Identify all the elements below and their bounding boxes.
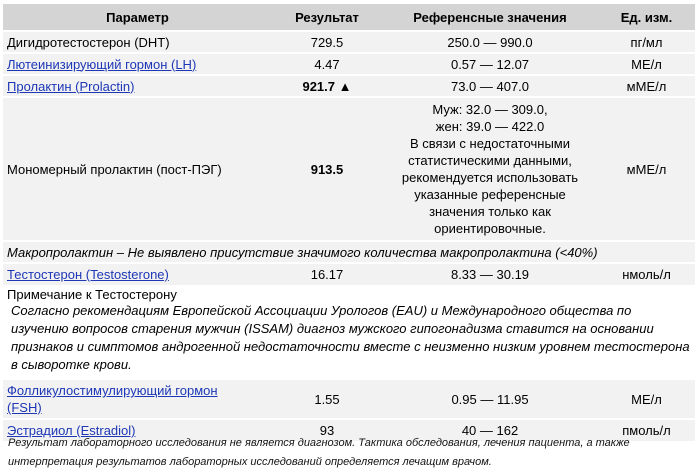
results-panel xyxy=(3,4,695,441)
header-unit: Ед. изм. xyxy=(598,4,695,31)
reference-range: 73.0 — 407.0 xyxy=(382,75,598,97)
note-text: Согласно рекомендациям Европейской Ассоциации Урологов (EAU) и Международного общества по изучению вопросов старения мужчин (ISSAM) диагноз мужского гипогонадизма ставится на основании признаков и симптомов андрогенной недостаточности вместе с неизменно низким уровнем тестостерона в сыворотке крови. xyxy=(11,303,690,372)
unit: МЕ/л xyxy=(598,379,695,419)
table-row xyxy=(3,263,695,285)
reference-line: указанные референсные xyxy=(414,187,566,202)
header-result: Результат xyxy=(272,4,382,31)
result-cell xyxy=(272,75,382,97)
result-value: 93 xyxy=(272,419,382,441)
unit: МЕ/л xyxy=(598,53,695,75)
unit: мМЕ/л xyxy=(598,97,695,241)
table-row xyxy=(3,97,695,241)
note-title: Примечание к Тестостерону xyxy=(7,287,177,302)
reference-range: 8.33 — 30.19 xyxy=(382,263,598,285)
param-link-testosterone[interactable]: Тестостерон (Testosterone) xyxy=(7,267,169,282)
param-link-lh[interactable]: Лютеинизирующий гормон (LH) xyxy=(7,56,197,72)
result-value: 729.5 xyxy=(272,31,382,53)
table-row xyxy=(3,53,695,75)
reference-line: В связи с недостаточными xyxy=(410,136,570,151)
param-link-fsh[interactable] xyxy=(7,383,218,415)
reference-range: 250.0 — 990.0 xyxy=(382,31,598,53)
reference-multiline xyxy=(382,97,598,241)
param-dht: Дигидротестостерон (DHT) xyxy=(3,31,272,53)
reference-line: статистическими данными, xyxy=(408,153,572,168)
result-value: 4.47 xyxy=(272,53,382,75)
table-row xyxy=(3,75,695,97)
reference-line: ориентировочные. xyxy=(434,221,546,236)
macroprolactin-note: Макропролактин – Не выявлено присутствие значимого количества макропролактина (<40%) xyxy=(3,241,695,263)
param-link-estradiol[interactable]: Эстрадиол (Estradiol) xyxy=(7,423,136,438)
reference-line: значения только как xyxy=(429,204,551,219)
reference-line: жен: 39.0 — 422.0 xyxy=(435,119,545,134)
param-fsh-line1: Фолликулостимулирующий гормон xyxy=(7,383,218,398)
testosterone-note xyxy=(3,285,695,379)
table-header-row xyxy=(3,4,695,31)
lab-results-table xyxy=(3,4,695,441)
param-fsh-line2: (FSH) xyxy=(7,400,42,415)
disclaimer-footer: Результат лабораторного исследования не является диагнозом. Тактика обследования, лечения пациента, а также интерпретация результатов лабораторных исследований определяется лечащим врачом. xyxy=(8,437,630,468)
table-row xyxy=(3,379,695,419)
reference-range: 40 — 162 xyxy=(382,419,598,441)
reference-line: рекомендуется использовать xyxy=(401,170,579,185)
table-row xyxy=(3,241,695,263)
unit: нмоль/л xyxy=(598,263,695,285)
header-reference: Референсные значения xyxy=(382,4,598,31)
result-value: 16.17 xyxy=(272,263,382,285)
unit: пг/мл xyxy=(598,31,695,53)
result-value: 921.7 xyxy=(302,78,336,94)
high-flag-icon: ▲ xyxy=(338,78,352,94)
reference-line: Муж: 32.0 — 309.0, xyxy=(432,102,548,117)
reference-range: 0.57 — 12.07 xyxy=(382,53,598,75)
table-row xyxy=(3,31,695,53)
header-param: Параметр xyxy=(3,4,272,31)
param-link-prolactin[interactable]: Пролактин (Prolactin) xyxy=(7,78,135,94)
unit: пмоль/л xyxy=(598,419,695,441)
result-value: 1.55 xyxy=(272,379,382,419)
reference-range: 0.95 — 11.95 xyxy=(382,379,598,419)
param-monomeric-prolactin: Мономерный пролактин (пост-ПЭГ) xyxy=(3,97,272,241)
unit: мМЕ/л xyxy=(598,75,695,97)
result-value: 913.5 xyxy=(272,97,382,241)
